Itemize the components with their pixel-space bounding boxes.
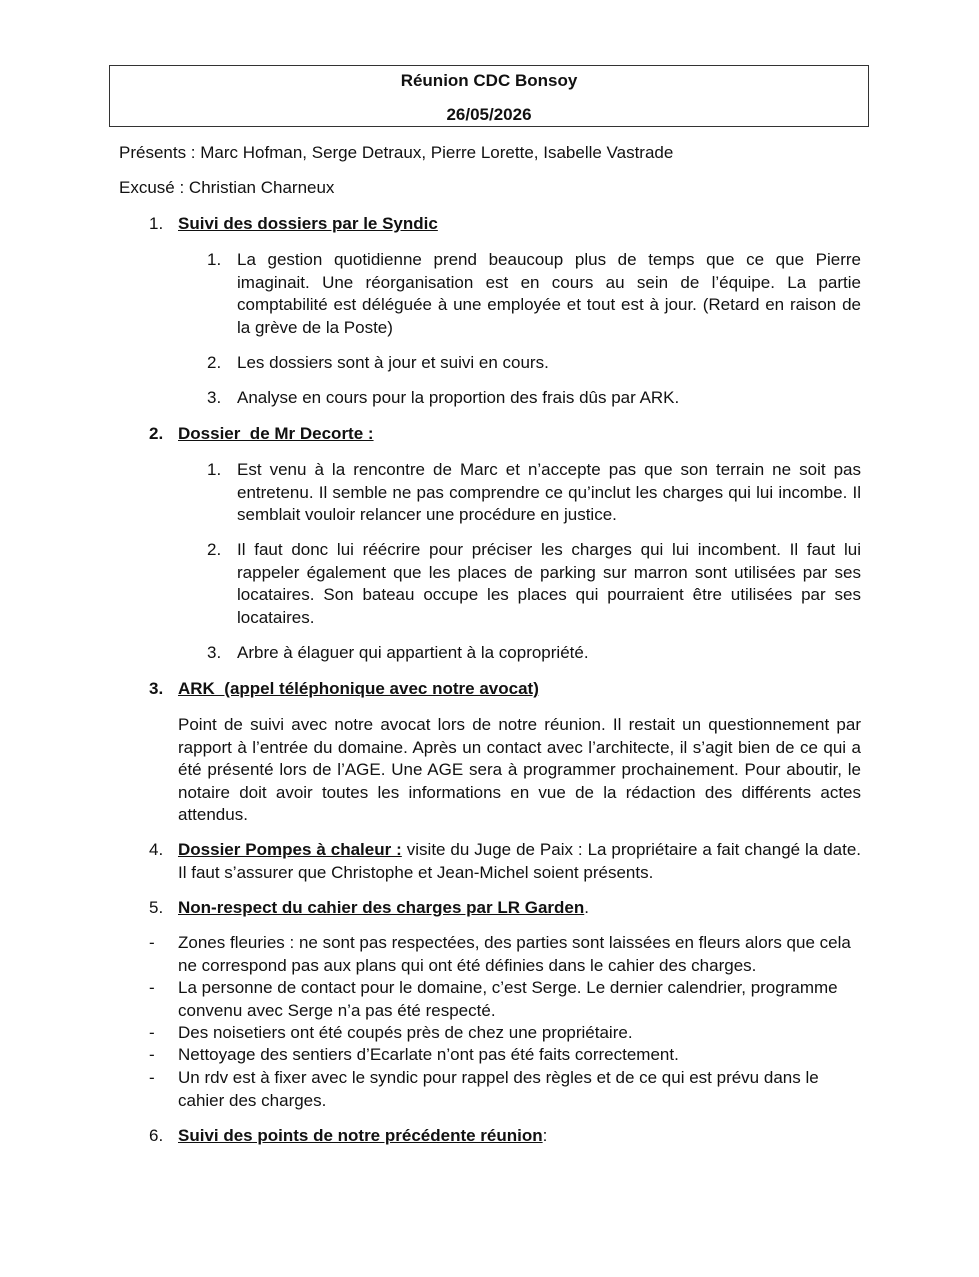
document-date: 26/05/2026 (446, 105, 532, 124)
section-1-title: Suivi des dossiers par le Syndic (178, 214, 438, 233)
excused-line: Excusé : Christian Charneux (119, 178, 335, 197)
section-5-title: Non-respect du cahier des charges par LR Garden (178, 898, 585, 917)
bullet-5-text: Un rdv est à fixer avec le syndic pour rappel des règles et de ce qui est prévu dans le cahier des charges. (178, 1068, 819, 1110)
bullet-4-mark: - (149, 1045, 155, 1064)
bullet-3-text: Des noisetiers ont été coupés près de chez une propriétaire. (178, 1023, 633, 1042)
bullet-2-text: La personne de contact pour le domaine, c’est Serge. Le dernier calendrier, programme convenu avec Serge n’a pas été respecté. (178, 978, 838, 1020)
section-4-text: visite du Juge de Paix : La propriétaire a fait changé la date. Il faut s’assurer que Christophe et Jean-Michel soient présents. (178, 840, 862, 882)
section-2-item-1-number: 1. (207, 460, 222, 479)
bullet-4-text: Nettoyage des sentiers d’Ecarlate n’ont pas été faits correctement. (178, 1045, 679, 1064)
section-2-item-1-text: Est venu à la rencontre de Marc et n’accepte pas que son terrain ne soit pas entretenu. Il semble ne pas comprendre ce qu’inclut les charges qui lui incombe. Il semblait vouloir relancer une procédure en justice. (237, 460, 861, 524)
section-1-item-3-number: 3. (207, 388, 222, 407)
section-4-title: Dossier Pompes à chaleur : (178, 840, 402, 859)
section-5-suffix: . (584, 898, 589, 917)
title-box (109, 65, 869, 127)
bullet-5-mark: - (149, 1068, 155, 1087)
document-title: Réunion CDC Bonsoy (400, 71, 578, 90)
bullet-1-text: Zones fleuries : ne sont pas respectées, des parties sont laissées en fleurs alors que cela ne correspond pas aux plans qui ont été définies dans le cahier des charges. (178, 933, 851, 975)
section-6-suffix: : (542, 1126, 548, 1145)
section-5-number: 5. (149, 898, 164, 917)
bullet-3-mark: - (149, 1023, 155, 1042)
section-2-number: 2. (149, 424, 164, 443)
bullet-2-mark: - (149, 978, 155, 997)
section-1-number: 1. (149, 214, 164, 233)
section-6-number: 6. (149, 1126, 164, 1145)
section-3-number: 3. (149, 679, 164, 698)
section-2-title: Dossier de Mr Decorte : (178, 424, 374, 443)
section-1-item-1-text: La gestion quotidienne prend beaucoup plus de temps que ce que Pierre imaginait. Une réorganisation est en cours au sein de l’équipe. La partie comptabilité est déléguée à une employée et tout est à jour. (Retard en raison de la grève de la Poste) (237, 250, 861, 337)
section-6-title: Suivi des points de notre précédente réunion (178, 1126, 543, 1145)
section-2-item-3-number: 3. (207, 643, 222, 662)
section-3-text: Point de suivi avec notre avocat lors de notre réunion. Il restait un questionnement par rapport à l’entrée du domaine. Après un contact avec l’architecte, il s’agit bien de ce qui a été présenté lors de l’AGE. Une AGE sera à programmer prochainement. Pour aboutir, le notaire doit avoir toutes les informations en vue de la rédaction des différents actes attendus. (178, 715, 861, 824)
attendees-line: Présents : Marc Hofman, Serge Detraux, Pierre Lorette, Isabelle Vastrade (119, 143, 674, 162)
section-4-paragraph (178, 839, 861, 884)
section-2-item-2-text: Il faut donc lui réécrire pour préciser les charges qui lui incombent. Il faut lui rappeler également que les places de parking sur marron sont utilisées par ses locataires. Son bateau occupe les places qui pourraient être utilisées par ses locataires. (237, 540, 861, 627)
section-4-number: 4. (149, 840, 164, 859)
section-1-item-2-text: Les dossiers sont à jour et suivi en cours. (237, 353, 549, 372)
section-1-item-2-number: 2. (207, 353, 222, 372)
section-5-heading (178, 897, 589, 920)
section-1-item-3-text: Analyse en cours pour la proportion des frais dûs par ARK. (237, 388, 680, 407)
section-1-item-1-number: 1. (207, 250, 222, 269)
section-3-title: ARK (appel téléphonique avec notre avocat) (178, 679, 539, 698)
section-6-heading (178, 1125, 547, 1148)
bullet-1-mark: - (149, 933, 155, 952)
section-2-item-3-text: Arbre à élaguer qui appartient à la copropriété. (237, 643, 589, 662)
section-2-item-2-number: 2. (207, 540, 222, 559)
